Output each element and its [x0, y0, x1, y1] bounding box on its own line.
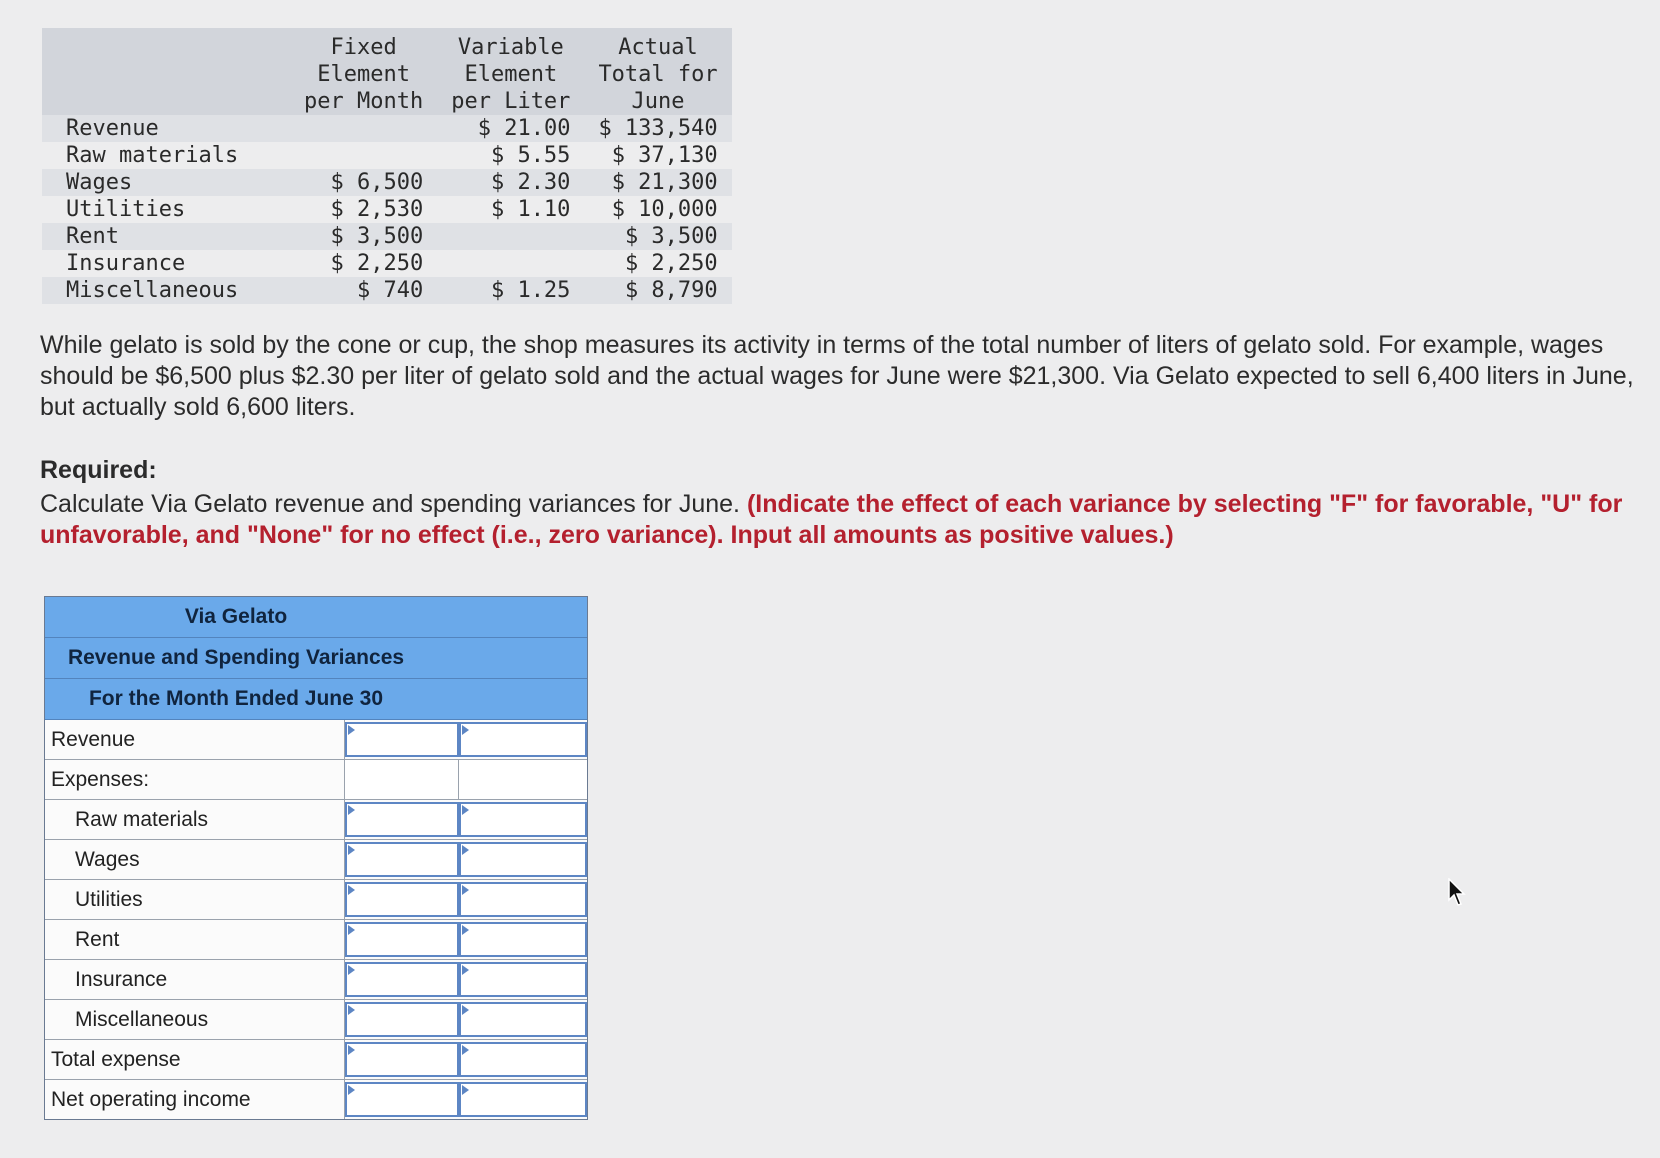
- form-row-label: Expenses:: [45, 760, 345, 799]
- cost-row-variable: $ 1.25: [437, 277, 584, 304]
- variance-amount-input[interactable]: [347, 1004, 457, 1035]
- problem-description: While gelato is sold by the cone or cup, the shop measures its activity in terms of the total number of liters of gelato sold. For example, wages should be $6,500 plus $2.30 per liter of gelato sold and the actual wages for June were $21,300. Via Gelato expected to sell 6,400 liters in June, but actually sold 6,600 liters.: [40, 331, 1634, 421]
- cost-row-fixed: $ 2,530: [330, 197, 424, 222]
- cost-row-label: Insurance: [66, 251, 186, 276]
- input-marker-icon: [348, 1045, 355, 1055]
- input-marker-icon: [462, 965, 469, 975]
- required-instruction: (Indicate the effect of each variance by selecting "F" for favorable, "U" for unfavorable, and "None" for no effect (i.e., zero variance). Input all amounts as positive values.): [40, 490, 1623, 549]
- cost-table-row: [42, 115, 732, 142]
- form-row-label: Utilities: [45, 880, 345, 919]
- required-heading: Required:: [40, 456, 157, 484]
- variance-effect-cell[interactable]: [459, 842, 587, 877]
- cost-table-row: [42, 250, 732, 277]
- variance-effect-cell[interactable]: [459, 1082, 587, 1117]
- input-marker-icon: [348, 805, 355, 815]
- input-marker-icon: [462, 1085, 469, 1095]
- cost-row-actual: $ 37,130: [611, 143, 718, 168]
- required-task: Calculate Via Gelato revenue and spending variances for June.: [40, 490, 747, 518]
- variance-amount-input[interactable]: [347, 804, 457, 835]
- form-title-company: Via Gelato: [45, 597, 587, 638]
- cost-row-label: Revenue: [42, 115, 290, 142]
- input-marker-icon: [462, 845, 469, 855]
- variance-amount-cell[interactable]: [345, 802, 459, 837]
- cost-row-fixed: $ 6,500: [290, 169, 437, 196]
- form-row: [45, 880, 587, 920]
- form-row-label: Net operating income: [45, 1080, 345, 1119]
- cost-table-header-row: [42, 28, 732, 115]
- cost-row-variable: $ 21.00: [437, 115, 584, 142]
- form-row-label: Raw materials: [45, 800, 345, 839]
- cost-formula-table: [42, 28, 732, 304]
- variance-effect-cell[interactable]: [459, 722, 587, 757]
- cost-row-fixed: [290, 115, 437, 142]
- form-row-label: Revenue: [45, 720, 345, 759]
- input-marker-icon: [348, 965, 355, 975]
- form-row: [45, 760, 587, 800]
- variance-amount-cell[interactable]: [345, 882, 459, 917]
- form-row: [45, 1000, 587, 1040]
- variance-amount-input[interactable]: [347, 1084, 457, 1115]
- cost-row-label: Miscellaneous: [42, 277, 290, 304]
- form-title-report: Revenue and Spending Variances: [45, 638, 587, 679]
- cost-row-actual: $ 133,540: [584, 115, 731, 142]
- form-row-label: Insurance: [45, 960, 345, 999]
- cost-table-header-blank: [42, 28, 290, 115]
- variance-amount-input[interactable]: [347, 724, 457, 755]
- cost-row-fixed: $ 2,250: [330, 251, 424, 276]
- input-marker-icon: [348, 845, 355, 855]
- cost-row-actual: $ 2,250: [624, 251, 718, 276]
- variance-amount-input[interactable]: [347, 964, 457, 995]
- input-marker-icon: [348, 1005, 355, 1015]
- cost-row-actual: $ 8,790: [584, 277, 731, 304]
- variance-effect-cell[interactable]: [459, 1042, 587, 1077]
- cost-row-actual: $ 3,500: [584, 223, 731, 250]
- variance-effect-cell[interactable]: [459, 962, 587, 997]
- form-row-label: Miscellaneous: [45, 1000, 345, 1039]
- cost-row-fixed: [290, 142, 437, 169]
- variance-amount-cell[interactable]: [345, 922, 459, 957]
- form-row: [45, 1080, 587, 1119]
- input-marker-icon: [462, 1045, 469, 1055]
- required-text: [40, 489, 1640, 551]
- input-marker-icon: [462, 885, 469, 895]
- cost-table-header-variable: Variable Element per Liter: [437, 28, 584, 115]
- input-marker-icon: [462, 1005, 469, 1015]
- form-row: [45, 720, 587, 760]
- cost-row-fixed: $ 740: [290, 277, 437, 304]
- form-row: [45, 960, 587, 1000]
- variance-amount-input[interactable]: [347, 884, 457, 915]
- cost-row-variable: [437, 223, 584, 250]
- cost-row-variable: $ 1.10: [490, 197, 571, 222]
- variance-effect-input[interactable]: [461, 924, 585, 955]
- cost-table-row: [42, 196, 732, 223]
- cost-row-fixed: $ 3,500: [290, 223, 437, 250]
- form-row-label: Rent: [45, 920, 345, 959]
- variance-amount-cell[interactable]: [345, 1082, 459, 1117]
- variance-amount-input[interactable]: [347, 924, 457, 955]
- form-row: [45, 800, 587, 840]
- form-row: [45, 1040, 587, 1080]
- input-marker-icon: [462, 925, 469, 935]
- cost-table-row: [42, 277, 732, 304]
- form-row: [45, 840, 587, 880]
- variance-amount-input[interactable]: [347, 1044, 457, 1075]
- form-row-label: Wages: [45, 840, 345, 879]
- variance-effect-cell[interactable]: [459, 802, 587, 837]
- variance-amount-cell[interactable]: [345, 722, 459, 757]
- cost-row-label: Utilities: [66, 197, 186, 222]
- empty-cell: [345, 760, 459, 799]
- variance-form: [44, 596, 588, 1120]
- cost-row-actual: $ 10,000: [611, 197, 718, 222]
- variance-effect-cell[interactable]: [459, 922, 587, 957]
- variance-effect-input[interactable]: [461, 844, 585, 875]
- variance-effect-cell[interactable]: [459, 882, 587, 917]
- cost-table-header-fixed: Fixed Element per Month: [290, 28, 437, 115]
- variance-effect-cell[interactable]: [459, 1002, 587, 1037]
- cost-row-variable: $ 5.55: [490, 143, 571, 168]
- variance-amount-cell[interactable]: [345, 1042, 459, 1077]
- variance-amount-cell[interactable]: [345, 842, 459, 877]
- cost-row-actual: $ 21,300: [584, 169, 731, 196]
- empty-cell: [459, 760, 587, 799]
- cost-row-label: Rent: [42, 223, 290, 250]
- variance-effect-input[interactable]: [461, 804, 585, 835]
- input-marker-icon: [348, 885, 355, 895]
- variance-effect-input[interactable]: [461, 1084, 585, 1115]
- variance-effect-input[interactable]: [461, 724, 585, 755]
- cost-table-row: [42, 169, 732, 196]
- cost-row-label: Wages: [42, 169, 290, 196]
- variance-effect-input[interactable]: [461, 884, 585, 915]
- input-marker-icon: [462, 725, 469, 735]
- cost-table-header-actual: Actual Total for June: [584, 28, 731, 115]
- input-marker-icon: [348, 1085, 355, 1095]
- form-row-label: Total expense: [45, 1040, 345, 1079]
- variance-effect-input[interactable]: [461, 1044, 585, 1075]
- variance-amount-input[interactable]: [347, 844, 457, 875]
- cost-row-label: Raw materials: [66, 143, 239, 168]
- cost-row-variable: $ 2.30: [437, 169, 584, 196]
- input-marker-icon: [462, 805, 469, 815]
- mouse-pointer-icon: [1448, 878, 1468, 908]
- variance-amount-cell[interactable]: [345, 1002, 459, 1037]
- variance-effect-input[interactable]: [461, 1004, 585, 1035]
- variance-amount-cell[interactable]: [345, 962, 459, 997]
- form-title-period: For the Month Ended June 30: [45, 679, 587, 720]
- input-marker-icon: [348, 925, 355, 935]
- cost-row-variable: [437, 250, 584, 277]
- form-row: [45, 920, 587, 960]
- variance-effect-input[interactable]: [461, 964, 585, 995]
- cost-table-row: [42, 223, 732, 250]
- input-marker-icon: [348, 725, 355, 735]
- cost-table-row: [42, 142, 732, 169]
